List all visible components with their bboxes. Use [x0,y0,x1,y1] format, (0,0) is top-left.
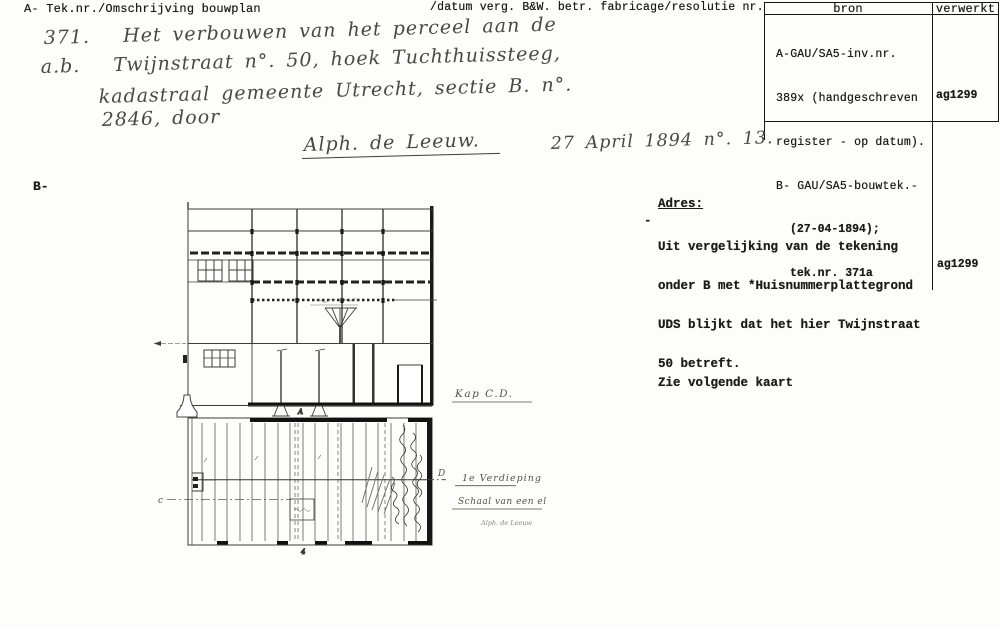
table-border-right [998,2,999,122]
table-border-mid [932,2,933,290]
bron-line-bold: (27-04-1894); [790,223,880,237]
label-c: c [158,496,164,506]
bron-line-bold: tek.nr. 371a [790,267,873,281]
label-d: D [438,469,446,479]
bron-line: B- GAU/SA5-bouwtek.- [776,179,919,193]
column-header-verwerkt: verwerkt [935,2,996,16]
adres-line: UDS blijkt dat het hier Twijnstraat [658,318,921,332]
label-kap: Kap C.D. [455,388,514,400]
column-header-bron: bron [833,2,863,16]
building-section [154,202,437,417]
bron-line: 389x (handgeschreven [776,91,919,105]
verwerkt-stamp: ag1299 [936,89,978,102]
hw-signature: Alph. de Leeuw. [301,129,500,156]
label-schaal: Schaal van een el [458,497,547,507]
adres-bullet: - [644,214,652,228]
header-left-label: A- Tek.nr./Omschrijving bouwplan [24,2,261,16]
illegible-annotation-squiggle [294,509,310,512]
architectural-drawing [140,185,660,565]
hw-line-2: a.b. Twijnstraat n°. 50, hoek Tuchthuissteeg, [40,42,562,78]
hw-line-1: 371. Het verbouwen van het perceel aan de [43,13,557,50]
label-four: 4 [301,548,306,556]
hw-date: 27 April 1894 n°. 13. [550,128,774,154]
label-verdieping: 1e Verdieping [462,473,542,484]
threshold-marks [217,541,428,545]
handwritten-scribbles [391,425,421,532]
floor-joists-dashed [295,423,385,541]
verwerkt-stamp: ag1299 [937,258,979,271]
label-small-signature: Alph. de Leeuw [481,519,533,527]
hw-line-4: 2846, door [101,105,221,131]
bron-line: register - op datum). [776,135,926,149]
label-b: B- [33,179,49,194]
table-border-left [764,2,765,140]
note-zie-volgende-kaart: Zie volgende kaart [658,376,794,390]
label-a: A [298,408,304,416]
drawing-annotations [158,388,547,527]
pencil-hatching [362,467,395,514]
adres-title: Adres: [658,197,704,211]
adres-line: Uit vergelijking van de tekening [658,240,899,254]
adres-line: 50 betreft. [658,357,741,371]
floor-joists [202,423,416,541]
floor-plan [167,418,446,556]
adres-line: onder B met *Huisnummerplattegrond [658,279,914,293]
bron-line: A-GAU/SA5-inv.nr. [776,48,897,62]
hw-line-3: kadastraal gemeente Utrecht, sectie B. n°. [98,73,573,108]
header-center-label: /datum verg. B&W. betr. fabricage/resolutie nr. [430,1,764,14]
